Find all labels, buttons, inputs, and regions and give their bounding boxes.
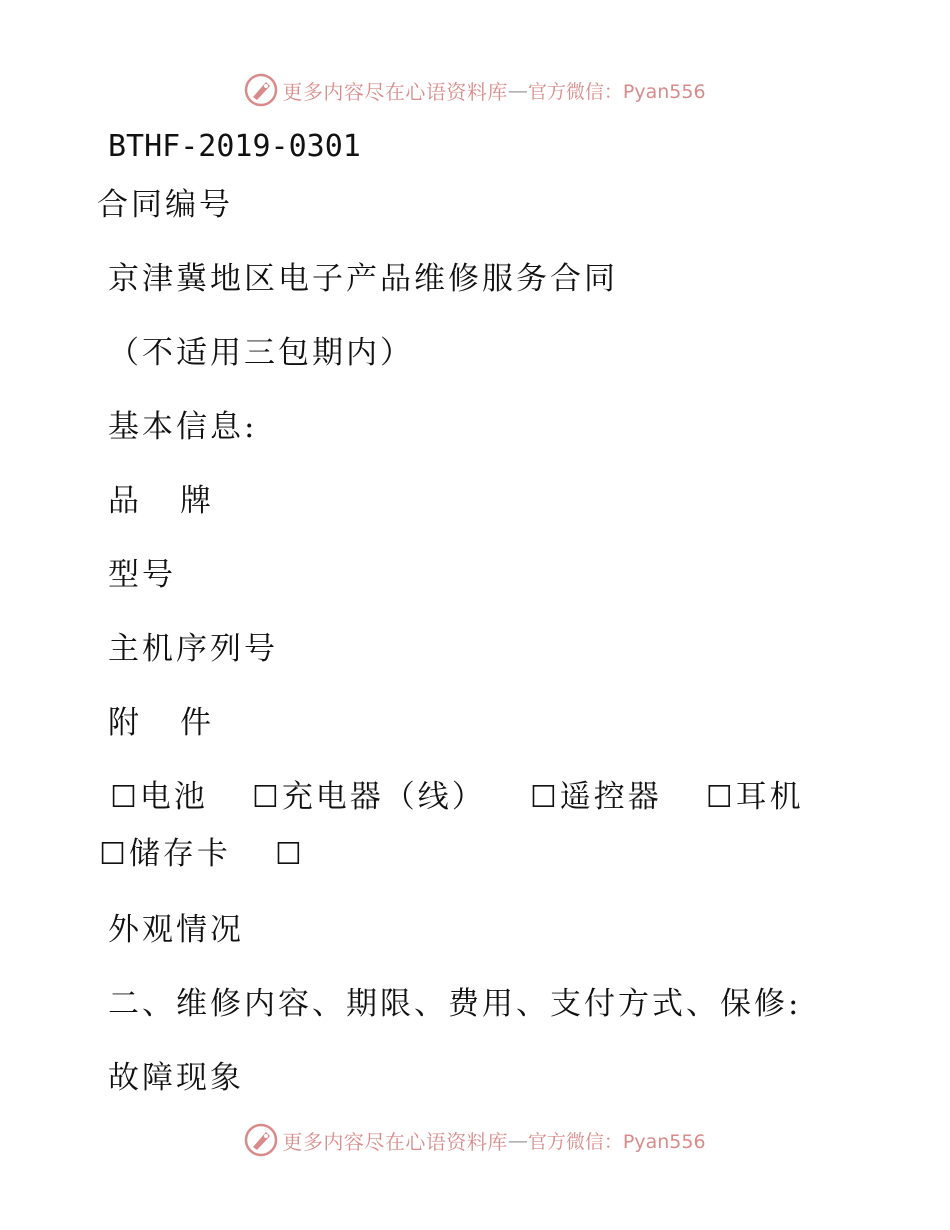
document-code: BTHF-2019-0301 — [108, 129, 361, 164]
section-basic-info-heading: 基本信息: — [108, 409, 258, 445]
accessory-checklist-row2 — [99, 834, 305, 875]
document-subtitle: （不适用三包期内） — [108, 335, 414, 371]
earphone-option-label: 耳机 — [735, 779, 804, 815]
watermark-separator: — — [507, 1128, 528, 1152]
remote-checkbox[interactable]: ☐ — [529, 780, 560, 815]
accessories-label-part2: 件 — [180, 705, 214, 741]
memory-card-checkbox[interactable]: ☐ — [99, 837, 129, 872]
pen-logo-icon — [244, 1123, 278, 1157]
brand-label-part2: 牌 — [180, 483, 214, 519]
watermark-footer — [0, 1120, 950, 1160]
accessories-label — [108, 703, 214, 743]
appearance-label: 外观情况 — [108, 912, 244, 948]
watermark-header — [0, 70, 950, 110]
watermark-wechat: 官方微信：Pyan556 — [527, 1130, 706, 1153]
watermark-text: 更多内容尽在心语资料库 — [282, 1129, 508, 1154]
brand-label-part1: 品 — [108, 483, 142, 519]
accessories-label-part1: 附 — [108, 705, 142, 741]
other-checkbox[interactable]: ☐ — [274, 837, 305, 872]
section-repair-heading: 二、维修内容、期限、费用、支付方式、保修: — [108, 986, 802, 1022]
watermark-text: 更多内容尽在心语资料库 — [282, 79, 508, 104]
battery-option-label: 电池 — [139, 779, 208, 815]
pen-logo-icon — [244, 73, 278, 107]
remote-option-label: 遥控器 — [559, 779, 662, 815]
document-title: 京津冀地区电子产品维修服务合同 — [108, 261, 618, 297]
contract-number-label: 合同编号 — [97, 187, 233, 223]
memory-card-option-label: 储存卡 — [128, 836, 231, 872]
charger-checkbox[interactable]: ☐ — [251, 780, 282, 815]
brand-label — [108, 481, 214, 521]
watermark-wechat: 官方微信：Pyan556 — [527, 80, 706, 103]
earphone-checkbox[interactable]: ☐ — [705, 780, 736, 815]
serial-number-label: 主机序列号 — [108, 631, 278, 667]
battery-checkbox[interactable]: ☐ — [110, 780, 140, 815]
accessory-checklist-row1 — [110, 777, 804, 818]
model-label: 型号 — [108, 557, 176, 593]
fault-description-label: 故障现象 — [108, 1060, 244, 1096]
charger-option-label: 充电器（线） — [281, 779, 486, 815]
watermark-separator: — — [507, 78, 528, 102]
